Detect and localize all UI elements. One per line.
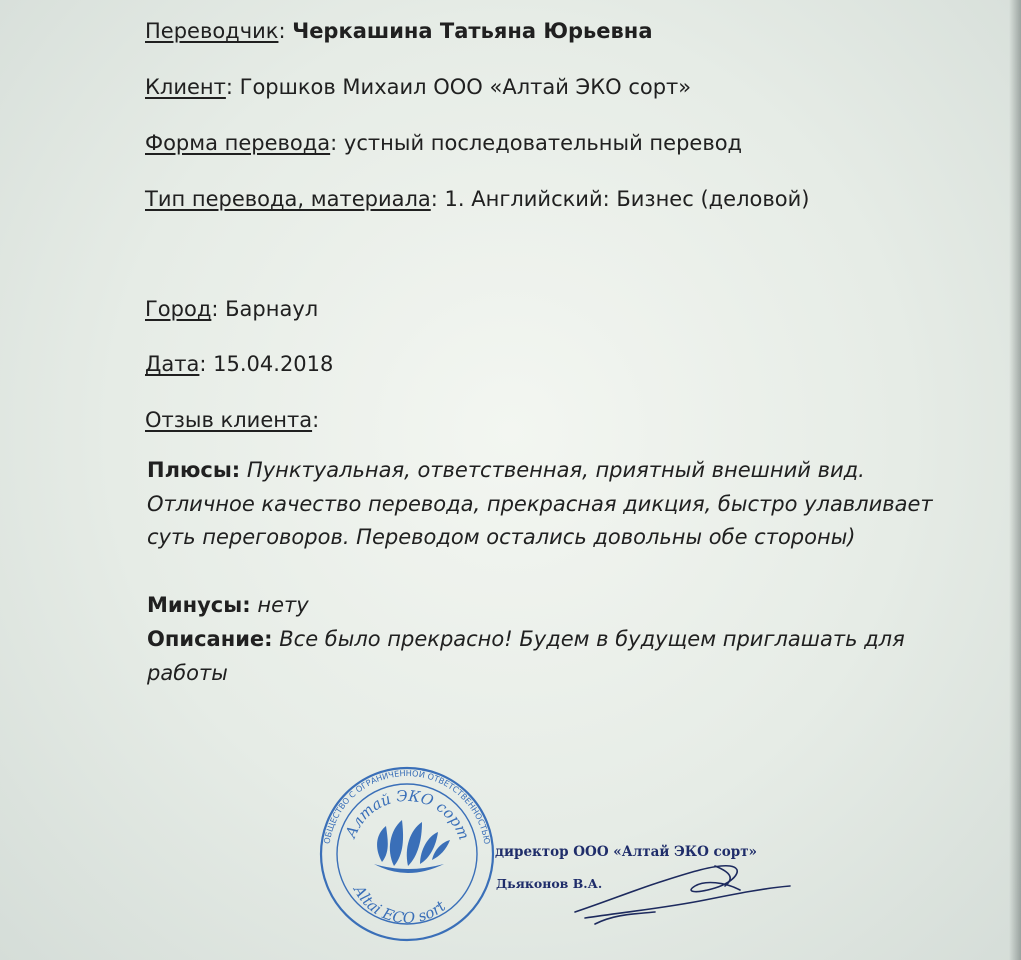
form-label: Форма перевода xyxy=(145,131,331,155)
signer-position: директор ООО «Алтай ЭКО сорт» xyxy=(495,844,757,860)
stamp-outer-text: ОБЩЕСТВО С ОГРАНИЧЕННОЙ ОТВЕТСТВЕННОСТЬЮ xyxy=(321,767,493,845)
company-stamp xyxy=(312,764,502,944)
translator-label: Переводчик xyxy=(145,19,279,43)
handwritten-signature xyxy=(565,852,805,932)
city-label: Город xyxy=(145,297,212,321)
cons-paragraph xyxy=(147,589,947,623)
description-paragraph xyxy=(147,623,947,690)
date-value: 15.04.2018 xyxy=(213,352,334,376)
client-value: Горшков Михаил ООО «Алтай ЭКО сорт» xyxy=(239,75,692,99)
pros-paragraph xyxy=(147,454,947,555)
date-label: Дата xyxy=(145,352,200,376)
stamp-top-text: Алтай ЭКО сорт xyxy=(341,786,474,843)
date-line: Дата: 15.04.2018 xyxy=(145,352,334,376)
client-line: Клиент: Горшков Михаил ООО «Алтай ЭКО сорт» xyxy=(145,75,692,99)
stamp-bottom-text: Altai ECO sort xyxy=(349,882,449,928)
review-heading: Отзыв клиента: xyxy=(145,408,320,432)
form-line: Форма перевода: устный последовательный перевод xyxy=(145,131,743,155)
description-text: Все было прекрасно! Будем в будущем приглашать для работы xyxy=(147,627,905,685)
type-line: Тип перевода, материала: 1. Английский: Бизнес (деловой) xyxy=(145,187,810,211)
type-label: Тип перевода, материала xyxy=(145,187,431,211)
cons-label: Минусы: xyxy=(147,593,251,617)
city-line: Город: Барнаул xyxy=(145,297,319,321)
stamp-leaf-icon xyxy=(374,820,450,873)
translator-line: Переводчик: Черкашина Татьяна Юрьевна xyxy=(145,19,653,43)
client-label: Клиент xyxy=(145,75,226,99)
city-value: Барнаул xyxy=(225,297,319,321)
cons-text: нету xyxy=(257,593,309,617)
pros-label: Плюсы: xyxy=(147,458,241,482)
form-value: устный последовательный перевод xyxy=(343,131,743,155)
description-label: Описание: xyxy=(147,627,273,651)
review-label: Отзыв клиента xyxy=(145,408,313,432)
signer-name: Дьяконов В.А. xyxy=(496,876,603,891)
photo-edge-shadow xyxy=(1009,0,1021,960)
pros-text: Пунктуальная, ответственная, приятный внешний вид. Отличное качество перевода, прекрасная дикция, быстро улавливает суть переговоров. Переводом остались довольны обе стороны) xyxy=(147,458,933,549)
type-value: 1. Английский: Бизнес (деловой) xyxy=(444,187,810,211)
translator-name: Черкашина Татьяна Юрьевна xyxy=(292,19,653,43)
